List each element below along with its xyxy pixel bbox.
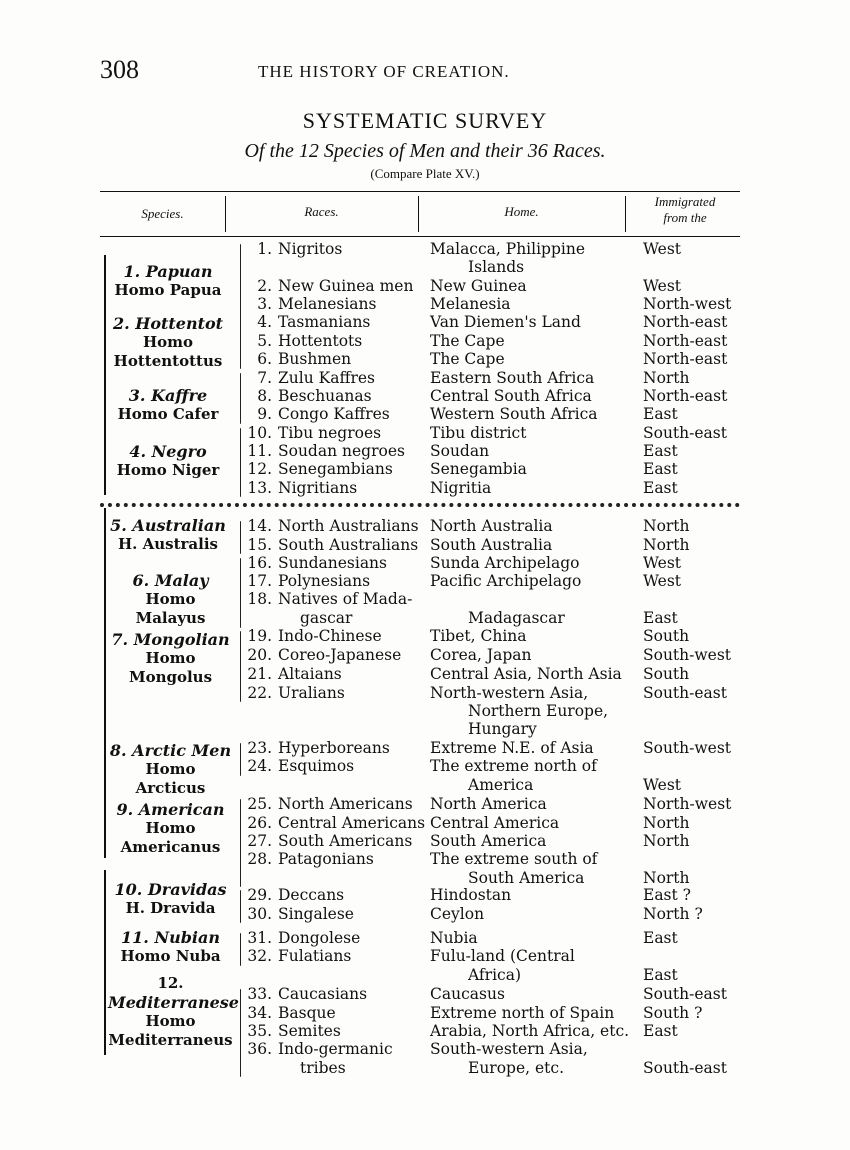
home-region: Malacca, Philippine: [430, 240, 586, 258]
immigrated-from: East: [643, 966, 678, 984]
species-11: [108, 928, 233, 966]
home-region: The extreme south of: [430, 850, 598, 868]
header-from-2: from the: [663, 210, 707, 225]
group-bracket-3: [104, 870, 106, 1055]
home-region: Hungary: [468, 720, 537, 738]
species-name: 3. Kaffre: [128, 386, 208, 405]
species-name: 9. American: [116, 800, 225, 819]
immigrated-from: South-east: [643, 985, 727, 1003]
species-name: 11. Nubian: [121, 928, 220, 947]
race-name: Fulatians: [278, 947, 352, 965]
race-number: 27.: [247, 832, 272, 850]
species-name: 6. Malay: [132, 571, 209, 590]
home-region: Pacific Archipelago: [430, 572, 582, 590]
home-region: Sunda Archipelago: [430, 554, 580, 572]
species-latin: Homo: [142, 333, 194, 351]
race-number: 1.: [257, 240, 272, 258]
immigrated-from: West: [643, 277, 682, 295]
race-name: Caucasians: [278, 985, 368, 1003]
race-group-brace: [240, 799, 241, 887]
race-number: 32.: [247, 947, 272, 965]
home-region: Hindostan: [430, 886, 512, 904]
race-number: 34.: [247, 1004, 272, 1022]
race-name: Patagonians: [278, 850, 374, 868]
home-region: Central Asia, North Asia: [430, 665, 622, 683]
species-6: [108, 571, 233, 628]
species-name: 2. Hottentot: [112, 314, 224, 333]
header-home: Home.: [504, 204, 539, 219]
home-region: Extreme north of Spain: [430, 1004, 615, 1022]
race-group-brace: [240, 743, 241, 776]
race-number: 28.: [247, 850, 272, 868]
immigrated-from: West: [643, 776, 682, 794]
home-region: Fulu-land (Central: [430, 947, 575, 965]
race-name: South Australians: [278, 536, 419, 554]
race-name: Tasmanians: [278, 313, 371, 331]
immigrated-from: South-west: [643, 646, 732, 664]
header-races: Races.: [304, 204, 339, 219]
home-region: Nubia: [430, 929, 478, 947]
race-number: 13.: [247, 479, 272, 497]
species-latin: Mediterranese: [108, 993, 239, 1012]
race-group-brace: [240, 336, 241, 369]
immigrated-from: East ?: [643, 886, 691, 904]
immigrated-from: North: [643, 832, 690, 850]
immigrated-from: West: [643, 572, 682, 590]
immigrated-from: South-east: [643, 1059, 727, 1077]
race-name: New Guinea men: [278, 277, 414, 295]
species-latin: Homo Niger: [116, 461, 220, 479]
page-title: SYSTEMATIC SURVEY: [302, 108, 548, 133]
immigrated-from: North-east: [643, 387, 728, 405]
race-name: tribes: [300, 1059, 346, 1077]
race-name: Deccans: [278, 886, 345, 904]
home-region: South America: [430, 832, 547, 850]
race-name: Tibu negroes: [278, 424, 382, 442]
race-name: gascar: [300, 609, 353, 627]
running-head: THE HISTORY OF CREATION.: [258, 62, 510, 81]
species-latin: Homo Nuba: [120, 947, 221, 965]
home-region: Tibet, China: [430, 627, 527, 645]
home-region: America: [468, 776, 534, 794]
race-name: Nigritians: [278, 479, 358, 497]
race-number: 22.: [247, 684, 272, 702]
immigrated-from: West: [643, 554, 682, 572]
immigrated-from: North: [643, 814, 690, 832]
immigrated-from: East: [643, 405, 678, 423]
home-region: New Guinea: [430, 277, 527, 295]
home-region: Ceylon: [430, 905, 485, 923]
home-region: Central America: [430, 814, 560, 832]
race-number: 8.: [257, 387, 272, 405]
home-region: North Australia: [430, 517, 553, 535]
race-number: 2.: [257, 277, 272, 295]
header-species: Species.: [141, 206, 184, 221]
immigrated-from: South-east: [643, 684, 727, 702]
race-name: Soudan negroes: [278, 442, 405, 460]
home-region: Europe, etc.: [468, 1059, 564, 1077]
race-number: 26.: [247, 814, 272, 832]
race-group-brace: [240, 933, 241, 966]
race-number: 35.: [247, 1022, 272, 1040]
home-region: Africa): [468, 966, 521, 984]
race-number: 25.: [247, 795, 272, 813]
species-10: [108, 880, 233, 918]
race-number: 20.: [247, 646, 272, 664]
home-region: Arabia, North Africa, etc.: [430, 1022, 630, 1040]
immigrated-from: North-east: [643, 313, 728, 331]
race-number: 5.: [257, 332, 272, 350]
species-latin-2: Americanus: [120, 838, 221, 856]
home-region: Northern Europe,: [468, 702, 609, 720]
race-number: 14.: [247, 517, 272, 535]
race-name: Esquimos: [278, 757, 355, 775]
race-number: 11.: [247, 442, 272, 460]
race-number: 10.: [247, 424, 272, 442]
race-number: 23.: [247, 739, 272, 757]
race-name: Uralians: [278, 684, 345, 702]
immigrated-from: North-west: [643, 295, 732, 313]
species-8: [108, 741, 233, 798]
home-region: Nigritia: [430, 479, 492, 497]
immigrated-from: South-east: [643, 424, 727, 442]
species-latin: Homo Arcticus: [135, 760, 206, 797]
race-name: Bushmen: [278, 350, 352, 368]
immigrated-from: South: [643, 627, 690, 645]
species-5: [108, 516, 228, 554]
header-bottom-rule: [100, 236, 740, 237]
race-name: Dongolese: [278, 929, 361, 947]
race-group-brace: [240, 244, 241, 340]
species-latin-2: Hottentottus: [113, 352, 223, 370]
immigrated-from: East: [643, 460, 678, 478]
home-region: Islands: [468, 258, 525, 276]
race-number: 24.: [247, 757, 272, 775]
home-region: Caucasus: [430, 985, 505, 1003]
race-number: 4.: [257, 313, 272, 331]
species-latin: Homo Papua: [114, 281, 222, 299]
immigrated-from: East: [643, 479, 678, 497]
race-name: Beschuanas: [278, 387, 372, 405]
home-region: Extreme N.E. of Asia: [430, 739, 594, 757]
species-latin: Homo Malayus: [135, 590, 206, 627]
immigrated-from: East: [643, 609, 678, 627]
race-name: Zulu Kaffres: [278, 369, 375, 387]
species-name: 7. Mongolian: [111, 630, 230, 649]
immigrated-from: North: [643, 869, 690, 887]
immigrated-from: East: [643, 929, 678, 947]
race-name: North Australians: [278, 517, 419, 535]
race-name: Melanesians: [278, 295, 377, 313]
home-region: South-western Asia,: [430, 1040, 588, 1058]
species-name: 8. Arctic Men: [109, 741, 232, 760]
immigrated-from: North: [643, 369, 690, 387]
race-name: Altaians: [278, 665, 342, 683]
species-latin: Homo Cafer: [117, 405, 219, 423]
race-number: 33.: [247, 985, 272, 1003]
page-number: 308: [100, 55, 139, 84]
race-group-brace: [240, 428, 241, 497]
species-name: 5. Australian: [110, 516, 226, 535]
home-region: Central South Africa: [430, 387, 592, 405]
race-number: 7.: [257, 369, 272, 387]
race-number: 19.: [247, 627, 272, 645]
race-number: 9.: [257, 405, 272, 423]
race-name: Sundanesians: [278, 554, 387, 572]
race-group-brace: [240, 989, 241, 1077]
species-latin: Homo: [145, 819, 196, 837]
race-name: Nigritos: [278, 240, 343, 258]
species-name: 12.: [157, 974, 184, 992]
home-region: North America: [430, 795, 547, 813]
species-latin-2: Homo: [145, 1012, 196, 1030]
race-number: 30.: [247, 905, 272, 923]
race-number: 17.: [247, 572, 272, 590]
species-2: [108, 314, 228, 371]
home-region: Soudan: [430, 442, 490, 460]
species-7: [108, 630, 233, 687]
table-top-rule: [100, 191, 740, 192]
race-number: 12.: [247, 460, 272, 478]
race-number: 16.: [247, 554, 272, 572]
home-region: Western South Africa: [430, 405, 598, 423]
race-number: 3.: [257, 295, 272, 313]
home-region: South Australia: [430, 536, 553, 554]
race-name: Congo Kaffres: [278, 405, 390, 423]
race-name: Semites: [278, 1022, 341, 1040]
immigrated-from: North-east: [643, 350, 728, 368]
race-name: Senegambians: [278, 460, 393, 478]
species-3: [108, 386, 228, 424]
immigrated-from: North: [643, 517, 690, 535]
home-region: South America: [468, 869, 585, 887]
race-number: 6.: [257, 350, 272, 368]
immigrated-from: South ?: [643, 1004, 703, 1022]
home-region: The Cape: [430, 332, 505, 350]
immigrated-from: West: [643, 240, 682, 258]
species-latin: H. Dravida: [125, 899, 216, 917]
home-region: North-western Asia,: [430, 684, 589, 702]
race-group-brace: [240, 558, 241, 628]
species-name: 4. Negro: [129, 442, 207, 461]
immigrated-from: South-west: [643, 739, 732, 757]
race-group-brace: [240, 890, 241, 923]
species-name: 1. Papuan: [123, 262, 213, 281]
race-number: 31.: [247, 929, 272, 947]
race-group-brace: [240, 521, 241, 554]
species-latin: H. Australis: [118, 535, 218, 553]
race-name: Basque: [278, 1004, 336, 1022]
species-4: [108, 442, 228, 480]
race-number: 29.: [247, 886, 272, 904]
home-region: Corea, Japan: [430, 646, 532, 664]
group-bracket-2: [104, 508, 106, 858]
home-region: Madagascar: [468, 609, 565, 627]
immigrated-from: North: [643, 536, 690, 554]
home-region: Van Diemen's Land: [430, 313, 581, 331]
race-number: 21.: [247, 665, 272, 683]
race-name: Coreo-Japanese: [278, 646, 402, 664]
home-region: Tibu district: [430, 424, 527, 442]
race-number: 36.: [247, 1040, 272, 1058]
home-region: Senegambia: [430, 460, 527, 478]
species-1: [108, 262, 228, 300]
group-divider-dots: [100, 503, 740, 507]
home-region: The Cape: [430, 350, 505, 368]
immigrated-from: North-east: [643, 332, 728, 350]
page-subtitle: Of the 12 Species of Men and their 36 Races.: [244, 140, 606, 162]
immigrated-from: East: [643, 1022, 678, 1040]
species-12: [108, 974, 239, 1050]
species-name: 10. Dravidas: [114, 880, 227, 899]
race-group-brace: [240, 373, 241, 424]
race-name: North Americans: [278, 795, 413, 813]
race-number: 18.: [247, 590, 272, 608]
race-name: Indo-Chinese: [278, 627, 382, 645]
race-name: Polynesians: [278, 572, 371, 590]
species-latin: Homo: [145, 649, 196, 667]
group-bracket-1: [104, 255, 106, 495]
header-from-1: Immigrated: [654, 194, 716, 209]
species-9: [108, 800, 233, 857]
race-number: 15.: [247, 536, 272, 554]
immigrated-from: East: [643, 442, 678, 460]
race-group-brace: [240, 631, 241, 702]
compare-note: (Compare Plate XV.): [370, 166, 480, 181]
immigrated-from: North-west: [643, 795, 732, 813]
immigrated-from: South: [643, 665, 690, 683]
home-region: The extreme north of: [430, 757, 597, 775]
race-name: Hyperboreans: [278, 739, 390, 757]
race-name: Indo-germanic: [278, 1040, 393, 1058]
home-region: Melanesia: [430, 295, 511, 313]
race-name: Hottentots: [278, 332, 363, 350]
header-divider-3: [625, 196, 626, 232]
race-name: Central Americans: [278, 814, 426, 832]
race-name: South Americans: [278, 832, 413, 850]
race-name: Singalese: [278, 905, 354, 923]
race-name: Natives of Mada-: [278, 590, 413, 608]
species-latin-2: Mongolus: [128, 668, 213, 686]
species-latin-3: Mediterraneus: [108, 1031, 233, 1049]
home-region: Eastern South Africa: [430, 369, 595, 387]
immigrated-from: North ?: [643, 905, 703, 923]
